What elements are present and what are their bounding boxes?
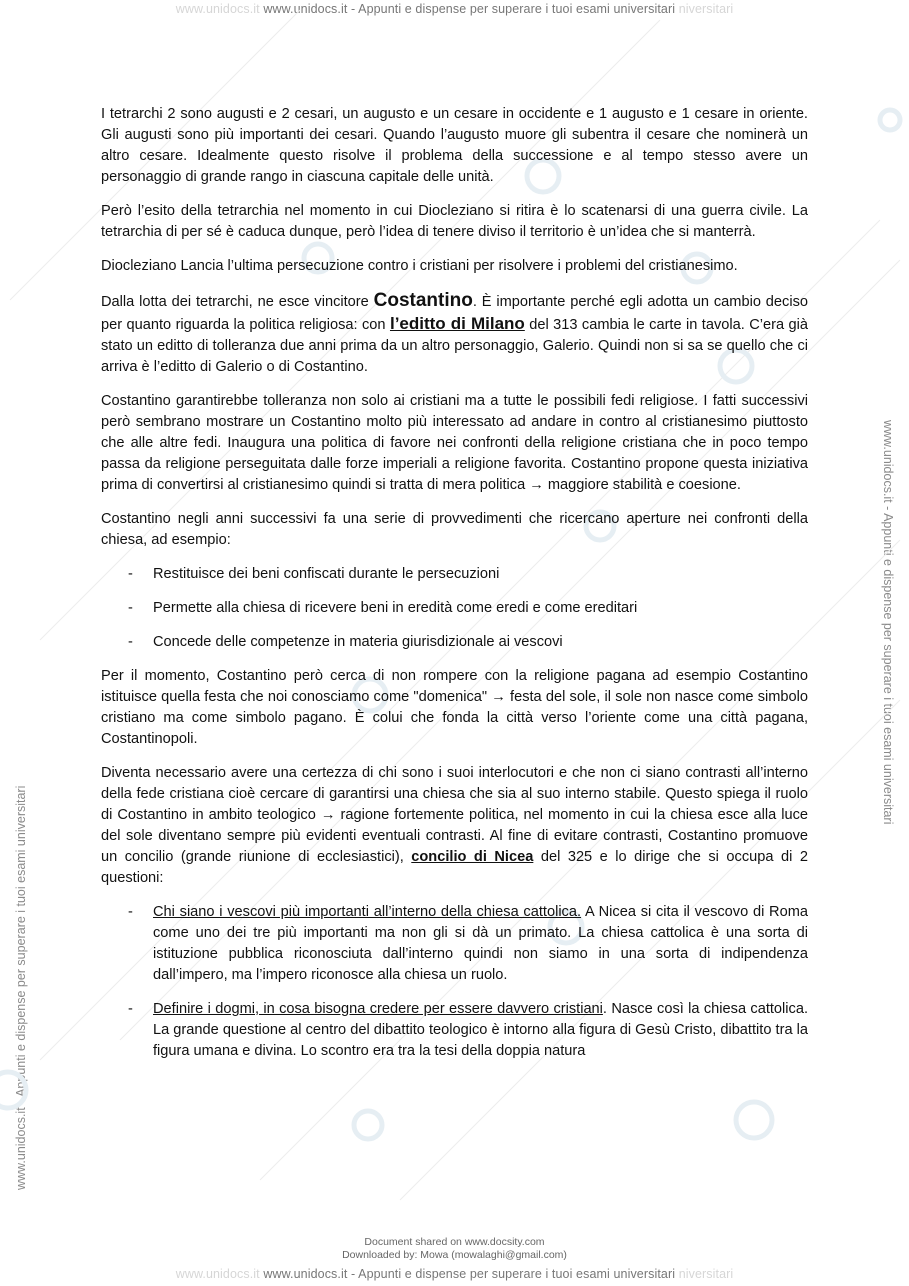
questioni-list [101,902,808,1062]
concilio-nicea-highlight: concilio di Nicea [411,849,534,865]
list-item-title: Chi siano i vescovi più importanti all’interno della chiesa cattolica. [153,904,582,920]
bottom-watermark-banner: www.unidocs.it www.unidocs.it - Appunti e dispense per superare i tuoi esami universitari niversitari [175,1267,734,1281]
document-body [101,104,808,1075]
costantino-highlight: Costantino [373,290,473,311]
left-side-watermark: www.unidocs.it - Appunti e dispense per superare i tuoi esami universitari [14,785,28,1190]
banner-text: www.unidocs.it - Appunti e dispense per superare i tuoi esami universitari [263,1267,676,1281]
list-item: - Restituisce dei beni confiscati durante le persecuzioni [128,566,500,582]
list-item: - Definire i dogmi, in cosa bisogna credere per essere davvero cristiani. Nasce così la chiesa cattolica. La grande questione al centro del dibattito teologico è intorno alla figura di Gesù Cristo, dibattito tra la figura umana e divina. Lo scontro era tra la tesi della doppia natura [128,1001,808,1059]
paragraph-tetrarchi: I tetrarchi 2 sono augusti e 2 cesari, un augusto e un cesare in occidente e 1 augusto e 1 cesare in oriente. Gli augusti sono più importanti dei cesari. Quando l’augusto muore gli subentra il cesare che nominerà un altro cesare. Idealmente questo risolve il problema della successione e al tempo stesso avere un personaggio di grande rango in ciascuna capitale delle unità. [101,106,808,185]
list-item: - Permette alla chiesa di ricevere beni in eredità come eredi e come ereditari [128,600,638,616]
paragraph-provvedimenti: Costantino negli anni successivi fa una serie di provvedimenti che ricercano aperture nei confronti della chiesa, ad esempio: [101,511,808,548]
list-item: - Chi siano i vescovi più importanti all’interno della chiesa cattolica. A Nicea si cita il vescovo di Roma come uno dei tre più importanti ma non gli si dà un primato. La chiesa cattolica è una sorta di istituzione pubblica riconosciuta dall’interno quindi non siamo in una sorta di indipendenza dall’impero, ma l’impero riconosce alla chiesa un ruolo. [128,904,808,983]
list-item-title: Definire i dogmi, in cosa bisogna credere per essere davvero cristiani [153,1001,603,1017]
right-side-watermark: www.unidocs.it - Appunti e dispense per superare i tuoi esami universitari [881,420,895,825]
provvedimenti-list [101,564,808,653]
footer-downloaded-line: Downloaded by: Mowa (mowalaghi@gmail.com) [342,1249,567,1261]
paragraph-religione-pagana: Per il momento, Costantino però cerca di non rompere con la religione pagana ad esempio Costantino istituisce quella festa che noi conosciamo come "domenica" → festa del sole, il sole non nasce come simbolo cristiano ma come simbolo pagano. È colui che fonda la città verso l’oriente come una città pagana, Costantinopoli. [101,668,808,747]
top-watermark-banner: www.unidocs.it www.unidocs.it - Appunti e dispense per superare i tuoi esami universitari niversitari [175,2,734,16]
paragraph-costantino: Dalla lotta dei tetrarchi, ne esce vincitore Costantino. È importante perché egli adotta un cambio deciso per quanto riguarda la politica religiosa: con l’editto di Milano del 313 cambia le carte in tavola. C’era già stato un editto di tolleranza due anni prima da un altro personaggio, Galerio. Quindi non si sa se quello che ci arriva è l’editto di Galerio o di Costantino. [101,290,809,375]
paragraph-concilio: Diventa necessario avere una certezza di chi sono i suoi interlocutori e che non ci siano contrasti all’interno della fede cristiana cioè cercare di garantirsi una chiesa che sia al suo interno stabile. Questo spiega il ruolo di Costantino in ambito teologico → ragione fortemente politica, nel momento in cui la chiesa esce alla luce del sole diventano sempre più evidenti eventuali contrasti. Al fine di evitare contrasti, Costantino promuove un concilio (grande riunione di ecclesiastici), concilio di Nicea del 325 e lo dirige che si occupa di 2 questioni: [101,765,808,886]
paragraph-persecuzione: Diocleziano Lancia l’ultima persecuzione contro i cristiani per risolvere i problemi del cristianesimo. [101,258,738,274]
paragraph-esito-tetrarchia: Però l’esito della tetrarchia nel momento in cui Diocleziano si ritira è lo scatenarsi di una guerra civile. La tetrarchia di per sé è caduca dunque, però l’idea di tenere diviso il territorio è un’idea che si manterrà. [101,203,808,240]
list-item: - Concede delle competenze in materia giurisdizionale ai vescovi [128,634,563,650]
editto-milano-highlight: l’editto di Milano [389,314,525,333]
download-footer [0,1236,909,1262]
paragraph-tolleranza: Costantino garantirebbe tolleranza non solo ai cristiani ma a tutte le possibili fedi religiose. I fatti successivi però sembrano mostrare un Costantino molto più interessato ad andare in contro al cristianesimo piuttosto che alle altre fedi. Inaugura una politica di favore nei confronti della religione cristiana che in poco tempo passa da religione perseguitata dalle forze imperiali a religione favorita. Costantino propone questa iniziativa prima di convertirsi al cristianesimo quindi si tratta di mera politica → maggiore stabilità e coesione. [101,393,808,493]
footer-shared-line: Document shared on www.docsity.com [364,1236,545,1248]
banner-text: www.unidocs.it - Appunti e dispense per superare i tuoi esami universitari [263,2,676,16]
